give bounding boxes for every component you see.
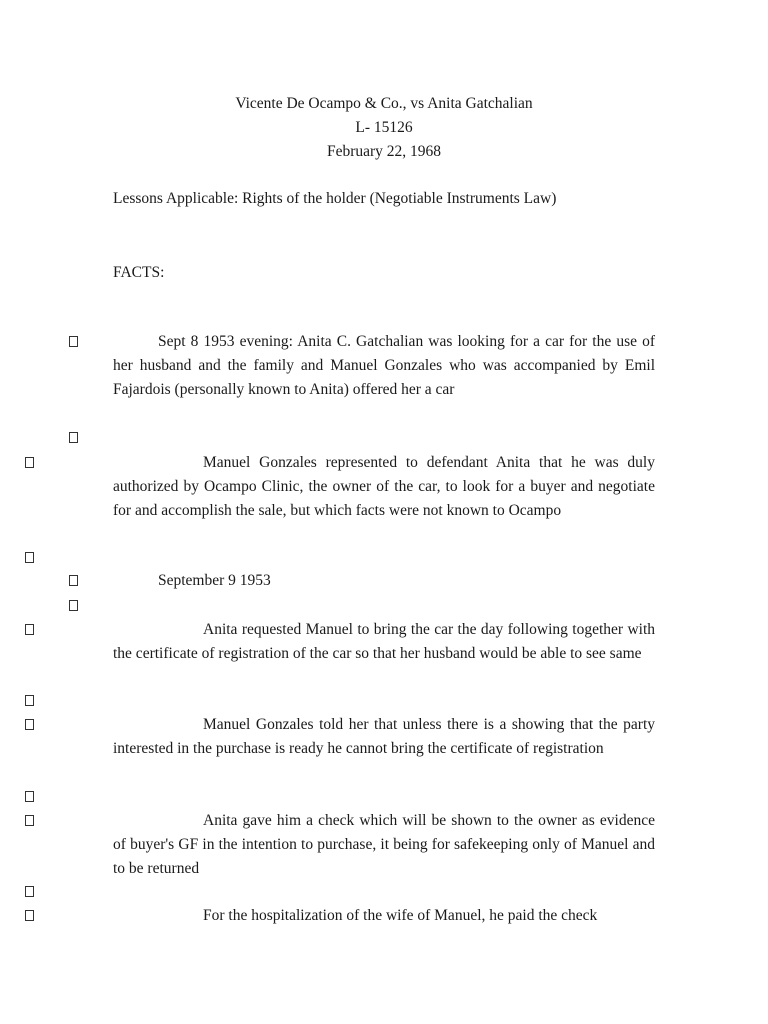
bullet-box-icon: [69, 575, 78, 586]
bullet-box-icon: [69, 336, 78, 347]
bullet-box-icon: [25, 815, 34, 826]
bullet-box-icon: [25, 624, 34, 635]
case-date: February 22, 1968: [326, 143, 442, 160]
bullet-box-icon: [69, 600, 78, 611]
fact-paragraph: For the hospitalization of the wife of Manuel, he paid the check: [203, 907, 598, 924]
fact-paragraph: September 9 1953: [158, 572, 271, 589]
bullet-box-icon: [25, 910, 34, 921]
fact-paragraph: Manuel Gonzales told her that unless there is a showing that the party interested in the purchase is ready he cannot bring the certificate of registration: [113, 716, 655, 757]
bullet-box-icon: [25, 886, 34, 897]
bullet-box-icon: [25, 457, 34, 468]
bullet-box-icon: [69, 432, 78, 443]
case-number: L- 15126: [355, 119, 413, 136]
fact-paragraph: Sept 8 1953 evening: Anita C. Gatchalian was looking for a car for the use of her husband and the family and Manuel Gonzales who was accompanied by Emil Fajardois (personally known to Anita) offered her a car: [113, 333, 655, 398]
bullet-box-icon: [25, 791, 34, 802]
bullet-box-icon: [25, 552, 34, 563]
fact-paragraph: Manuel Gonzales represented to defendant Anita that he was duly authorized by Ocampo Clinic, the owner of the car, to look for a buyer and negotiate for and accomplish the sale, but which facts were not known to Ocampo: [113, 454, 655, 519]
facts-heading: FACTS:: [113, 264, 165, 281]
bullet-box-icon: [25, 695, 34, 706]
fact-paragraph: Anita requested Manuel to bring the car the day following together with the certificate of registration of the car so that her husband would be able to see same: [113, 621, 655, 662]
fact-paragraph: Anita gave him a check which will be shown to the owner as evidence of buyer's GF in the intention to purchase, it being for safekeeping only of Manuel and to be returned: [113, 812, 655, 877]
case-title: Vicente De Ocampo & Co., vs Anita Gatchalian: [235, 95, 533, 112]
bullet-box-icon: [25, 719, 34, 730]
lessons-applicable: Lessons Applicable: Rights of the holder (Negotiable Instruments Law): [113, 190, 557, 207]
